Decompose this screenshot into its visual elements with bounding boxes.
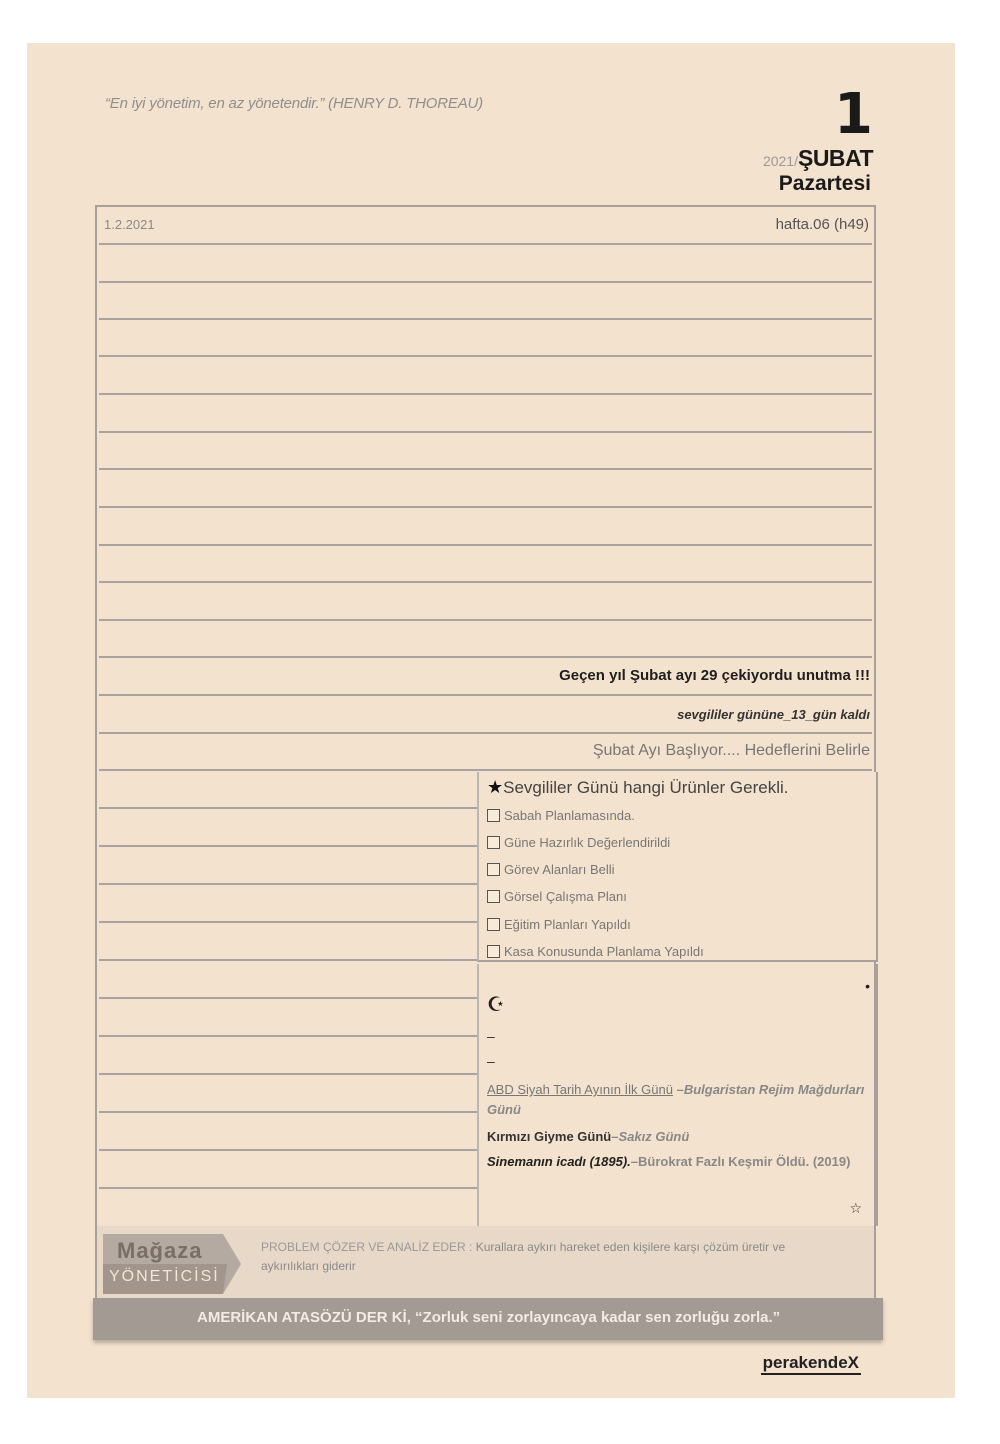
ruled-line bbox=[99, 769, 872, 771]
checklist-title bbox=[487, 777, 789, 798]
ruled-line bbox=[99, 656, 872, 658]
checkbox-icon[interactable] bbox=[487, 809, 500, 822]
role-skill-heading: PROBLEM ÇÖZER VE ANALİZ EDER : bbox=[261, 1240, 473, 1254]
ruled-line bbox=[99, 544, 872, 546]
event-entry bbox=[487, 1127, 875, 1147]
event-title: Bürokrat Fazlı Keşmir Öldü. (2019) bbox=[638, 1154, 851, 1169]
ruled-line bbox=[99, 845, 477, 847]
event-separator: – bbox=[611, 1129, 619, 1144]
week-label: hafta.06 (h49) bbox=[775, 216, 869, 233]
event-separator: – bbox=[672, 1082, 684, 1097]
ruled-line bbox=[99, 997, 477, 999]
role-skill-body: Kurallara aykırı hareket eden kişilere karşı çözüm üretir ve aykırılıkları giderir bbox=[261, 1240, 786, 1274]
date-label: 1.2.2021 bbox=[104, 217, 155, 232]
writing-frame bbox=[95, 205, 876, 1302]
checklist-box bbox=[477, 772, 878, 962]
event-entry bbox=[487, 1152, 875, 1172]
checklist-item[interactable] bbox=[487, 808, 635, 823]
ruled-line bbox=[99, 807, 477, 809]
small-star-icon: ☆ bbox=[849, 1200, 862, 1216]
checklist-item[interactable] bbox=[487, 889, 627, 904]
ruled-line bbox=[99, 959, 477, 961]
star-icon: ★ bbox=[487, 777, 504, 797]
ruled-line bbox=[99, 243, 872, 245]
ruled-line bbox=[99, 468, 872, 470]
ruled-line bbox=[99, 1149, 477, 1151]
event-title: Sinemanın icadı (1895). bbox=[487, 1154, 631, 1169]
checkbox-icon[interactable] bbox=[487, 836, 500, 849]
header-quote: “En iyi yönetim, en az yönetendir.” (HENRY D. THOREAU) bbox=[105, 95, 483, 112]
ruled-line bbox=[99, 732, 872, 734]
ruled-line bbox=[99, 921, 477, 923]
proverb-bar bbox=[93, 1298, 883, 1340]
checklist-item[interactable] bbox=[487, 944, 704, 959]
dot-marker-icon: • bbox=[865, 978, 870, 994]
ruled-line bbox=[99, 393, 872, 395]
month-label: ŞUBAT bbox=[797, 145, 873, 171]
ruled-line bbox=[99, 355, 872, 357]
ruled-line bbox=[99, 694, 872, 696]
checkbox-icon[interactable] bbox=[487, 918, 500, 931]
crescent-moon-icon: ☪ bbox=[487, 994, 505, 1016]
ruled-line bbox=[99, 619, 872, 621]
checkbox-icon[interactable] bbox=[487, 945, 500, 958]
role-badge bbox=[103, 1234, 241, 1294]
checklist-item[interactable] bbox=[487, 917, 631, 932]
planner-page bbox=[27, 43, 955, 1398]
event-title: Bulgaristan Rejim Mağdurları Günü bbox=[487, 1082, 865, 1117]
note-valentine-countdown: sevgililer gününe_13_gün kaldı bbox=[677, 707, 870, 722]
ruled-line bbox=[99, 431, 872, 433]
ruled-line bbox=[99, 318, 872, 320]
note-month-start: Şubat Ayı Başlıyor.... Hedeflerini Belirle bbox=[592, 742, 870, 759]
checklist-item-label: Sabah Planlamasında. bbox=[504, 808, 635, 823]
event-entry bbox=[487, 1080, 875, 1119]
role-skill-text bbox=[261, 1238, 841, 1276]
ruled-line bbox=[99, 581, 872, 583]
checklist-item-label: Kasa Konusunda Planlama Yapıldı bbox=[504, 944, 704, 959]
empty-event-dash: – bbox=[487, 1053, 495, 1069]
events-box bbox=[477, 964, 878, 1226]
note-leap-year: Geçen yıl Şubat ayı 29 çekiyordu unutma !!! bbox=[559, 667, 870, 684]
proverb-text: AMERİKAN ATASÖZÜ DER Kİ, “Zorluk seni zorlayıncaya kadar sen zorluğu zorla.” bbox=[197, 1309, 781, 1326]
checklist-title-text: Sevgililer Günü hangi Ürünler Gerekli. bbox=[503, 778, 789, 797]
role-title-top: Mağaza bbox=[117, 1238, 203, 1263]
checkbox-icon[interactable] bbox=[487, 890, 500, 903]
checklist-item-label: Eğitim Planları Yapıldı bbox=[504, 917, 631, 932]
checkbox-icon[interactable] bbox=[487, 863, 500, 876]
event-separator: – bbox=[630, 1154, 639, 1169]
year-label: 2021/ bbox=[762, 153, 798, 169]
ruled-line bbox=[99, 1073, 477, 1075]
ruled-line bbox=[99, 1035, 477, 1037]
checklist-item-label: Görev Alanları Belli bbox=[504, 862, 615, 877]
ruled-line bbox=[99, 1111, 477, 1113]
empty-event-dash: – bbox=[487, 1028, 495, 1044]
month-line bbox=[763, 145, 873, 172]
ruled-line bbox=[99, 883, 477, 885]
event-title: Sakız Günü bbox=[618, 1129, 690, 1144]
brand-logo: perakendeX bbox=[761, 1353, 861, 1375]
role-title-bottom: YÖNETİCİSİ bbox=[109, 1268, 220, 1285]
event-title: ABD Siyah Tarih Ayının İlk Günü bbox=[487, 1082, 673, 1097]
ruled-line bbox=[99, 281, 872, 283]
day-number: 1 bbox=[834, 82, 873, 147]
checklist-item[interactable] bbox=[487, 862, 615, 877]
ruled-line bbox=[99, 1187, 477, 1189]
checklist-item-label: Görsel Çalışma Planı bbox=[504, 889, 627, 904]
checklist-item[interactable] bbox=[487, 835, 670, 850]
role-band bbox=[97, 1226, 874, 1298]
event-title: Kırmızı Giyme Günü bbox=[487, 1129, 612, 1144]
checklist-item-label: Güne Hazırlık Değerlendirildi bbox=[504, 835, 671, 850]
weekday-label: Pazartesi bbox=[778, 172, 871, 195]
ruled-line bbox=[99, 506, 872, 508]
